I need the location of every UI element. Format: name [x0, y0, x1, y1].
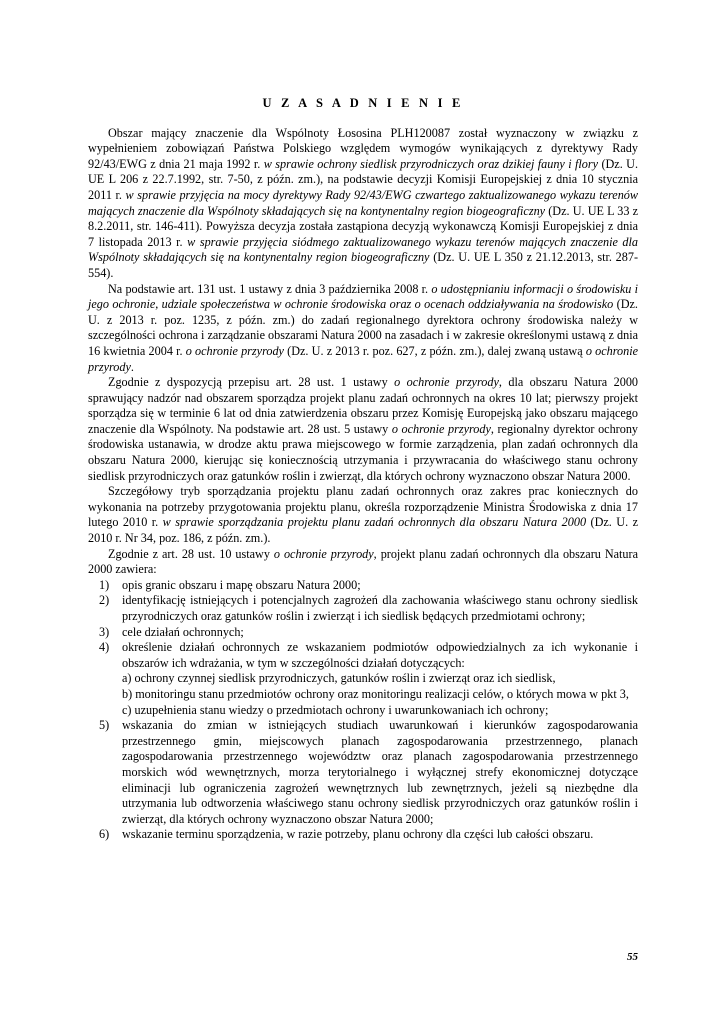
- paragraph-1: [88, 126, 638, 282]
- list-item: [88, 640, 638, 718]
- italic-text-run: w sprawie przyjęcia na mocy dyrektywy Rady 92/43/EWG czwartego zaktualizowanego wykazu terenów mających znaczenie dla Wspólnoty składających się na kontynentalny region biogeograficzny: [88, 187, 639, 218]
- list-item-number: 2): [99, 593, 110, 608]
- text-run: Zgodnie z dyspozycją przepisu art. 28 ust. 1 ustawy: [108, 375, 395, 390]
- text-run: , dla obszaru Natura 2000 sprawujący nadzór nad obszarem sporządza projekt planu zadań ochronnych na okres 10 lat; pierwszy projekt sporządza się w terminie 6 lat od dnia zatwierdzenia obszaru przez Komisję Europejską jako obszaru mającego znaczenie dla Wspólnoty. Na podstawie art. 28 ust. 5 ustawy: [88, 375, 639, 436]
- text-run: Obszar mający znaczenie dla Wspólnoty Łososina PLH120087 został wyznaczony w związku z wypełnieniem zobowiązań Państwa Polskiego względem wymogów wynikających z dyrektywy Rady 92/43/EWG z dnia 21 maja 1992 r.: [88, 125, 638, 171]
- document-title: U Z A S A D N I E N I E: [262, 96, 464, 110]
- paragraph-2: [88, 282, 638, 376]
- list-item-number: 6): [99, 827, 110, 842]
- italic-text-run: o udostępnianiu informacji o środowisku i jego ochronie, udziale społeczeństwa w ochronie środowiska oraz o ocenach oddziaływania na środowisko: [88, 281, 638, 312]
- list-item-text: identyfikację istniejących i potencjalnych zagrożeń dla zachowania właściwego stanu ochrony siedlisk przyrodniczych oraz gatunków roślin i zwierząt i ich siedlisk będących przedmiotami ochrony;: [122, 593, 638, 623]
- sub-item-c: c) uzupełnienia stanu wiedzy o przedmiotach ochrony i uwarunkowaniach ich ochrony;: [122, 702, 549, 717]
- italic-text-run: o ochronie przyrody: [391, 421, 491, 436]
- text-run: (Dz. U. UE L 350 z 21.12.2013, str. 287-554).: [88, 250, 638, 280]
- text-run: .: [130, 359, 134, 374]
- paragraph-3: [88, 375, 638, 484]
- sub-item-a: a) ochrony czynnej siedlisk przyrodniczych, gatunków roślin i zwierząt oraz ich siedlisk,: [122, 671, 556, 686]
- list-item-number: 5): [99, 718, 110, 733]
- list-item-text: opis granic obszaru i mapę obszaru Natura 2000;: [122, 577, 361, 592]
- text-run: (Dz. U. z 2013 r. poz. 1235, z późn. zm.) do zadań regionalnego dyrektora ochrony środowiska należy w szczególności ochrona i zarządzanie obszarami Natura 2000 na zasadach i w zakresie określonymi ustawą z dnia 16 kwietnia 2004 r.: [88, 297, 638, 358]
- italic-text-run: o ochronie przyrody: [273, 546, 374, 561]
- list-item-text: określenie działań ochronnych ze wskazaniem podmiotów odpowiedzialnych za ich wykonanie i obszarów ich wdrażania, w tym w szczególności działań dotyczących:: [122, 640, 638, 670]
- text-run: (Dz. U. z 2010 r. Nr 34, poz. 186, z późn. zm.).: [88, 515, 638, 546]
- paragraph-5: [88, 547, 638, 578]
- list-item-text: wskazanie terminu sporządzenia, w razie potrzeby, planu ochrony dla części lub całości obszaru.: [122, 827, 594, 842]
- text-run: Na podstawie art. 131 ust. 1 ustawy z dnia 3 października 2008 r.: [108, 281, 432, 296]
- list-item: [88, 827, 638, 843]
- list-item-number: 4): [99, 640, 110, 655]
- list-item-number: 3): [99, 624, 110, 639]
- document-page: [88, 96, 638, 843]
- text-run: (Dz. U. z 2013 r. poz. 627, z późn. zm.), dalej zwaną ustawą: [283, 343, 586, 358]
- list-item: [88, 578, 638, 594]
- sub-item-b: b) monitoringu stanu przedmiotów ochrony oraz monitoringu realizacji celów, o których mowa w pkt 3,: [122, 686, 629, 701]
- list-item: [88, 625, 638, 641]
- requirements-list: [88, 578, 638, 843]
- text-run: (Dz. U. UE L 206 z 22.7.1992, str. 7-50, z późn. zm.), na podstawie decyzji Komisji Europejskiej z dnia 10 stycznia 2011 r.: [88, 156, 639, 202]
- italic-text-run: o ochronie przyrody: [185, 343, 284, 358]
- text-run: Zgodnie z art. 28 ust. 10 ustawy: [108, 546, 274, 561]
- italic-text-run: o ochronie przyrody: [394, 375, 499, 390]
- italic-text-run: w sprawie ochrony siedlisk przyrodniczych oraz dzikiej fauny i flory: [263, 156, 599, 171]
- italic-text-run: w sprawie przyjęcia siódmego zaktualizowanego wykazu terenów mających znaczenie dla Wspólnoty składających się na kontynentalny region biogeograficzny: [88, 234, 638, 265]
- text-run: (Dz. U. UE L 33 z 8.2.2011, str. 146-411). Powyższa decyzja została zastąpiona decyzją wykonawczą Komisji Europejskiej z dnia 7 listopada 2013 r.: [88, 203, 638, 249]
- list-item-number: 1): [99, 577, 110, 592]
- text-run: , projekt planu zadań ochronnych dla obszaru Natura 2000 zawiera:: [88, 546, 638, 577]
- list-item: [88, 593, 638, 624]
- page-number: 55: [627, 951, 638, 963]
- italic-text-run: w sprawie sporządzania projektu planu zadań ochronnych dla obszaru Natura 2000: [162, 515, 587, 530]
- list-item: [88, 718, 638, 827]
- text-run: , regionalny dyrektor ochrony środowiska ustanawia, w drodze aktu prawa miejscowego w formie zarządzenia, plan zadań ochronnych dla obszaru Natura 2000, kierując się koniecznością utrzymania i przywracania do właściwego stanu ochrony siedlisk przyrodniczych oraz gatunków roślin i zwierząt, dla których ochrony wyznaczono obszar Natura 2000.: [88, 421, 639, 483]
- text-run: Szczegółowy tryb sporządzania projektu planu zadań ochronnych oraz zakres prac koniecznych do wykonania na potrzeby przygotowania projektu planu, określa rozporządzenie Ministra Środowiska z dnia 17 lutego 2010 r.: [88, 484, 638, 530]
- paragraph-4: [88, 484, 638, 546]
- list-item-text: cele działań ochronnych;: [122, 624, 244, 639]
- italic-text-run: o ochronie przyrody: [88, 343, 638, 374]
- list-item-text: wskazania do zmian w istniejących studiach uwarunkowań i kierunków zagospodarowania przestrzennego gmin, miejscowych planach zagospodarowania przestrzennego, planach zagospodarowania przestrzennego województw oraz planach zagospodarowania przestrzennego morskich wód wewnętrznych, morza terytorialnego i wyłącznej strefy ekonomicznej dotyczące eliminacji lub ograniczenia zagrożeń wewnętrznych lub zewnętrznych, jeżeli są niezbędne dla utrzymania lub odtworzenia właściwego stanu ochrony siedlisk przyrodniczych oraz gatunków roślin i zwierząt, dla których ochrony wyznaczono obszar Natura 2000;: [122, 718, 638, 826]
